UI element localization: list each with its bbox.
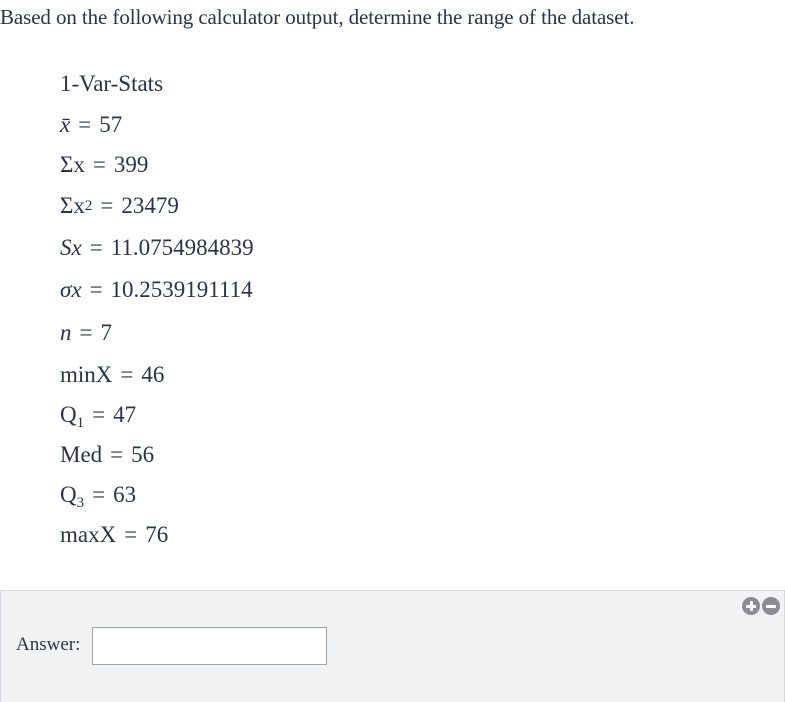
equals-sign: = [92,152,106,177]
stat-value: 46 [141,362,165,387]
minus-circle-icon[interactable] [762,597,780,615]
stat-n [60,319,112,347]
stat-value: 57 [99,112,123,137]
equals-sign: = [92,482,106,507]
stat-symbol: minX [60,362,113,387]
plus-circle-icon[interactable] [742,597,760,615]
zoom-controls [742,597,780,615]
equals-sign: = [89,277,103,302]
stat-symbol: maxX [60,522,117,547]
answer-panel [0,590,785,702]
stat-value: 56 [131,442,155,467]
stat-value: 7 [100,320,112,345]
stat-sum-x-squared [60,192,179,223]
stat-symbol: n [60,320,72,345]
stat-symbol: σx [60,277,82,302]
stat-q3 [60,481,136,512]
stat-value: 11.0754984839 [110,235,254,260]
stat-symbol: Σx [60,193,85,218]
stat-symbol: Σx [60,152,85,177]
stat-median [60,441,154,469]
stat-value: 23479 [121,193,179,218]
equals-sign: = [120,362,134,387]
equals-sign: = [78,112,92,137]
stat-sample-sd [60,234,254,262]
equals-sign: = [110,442,124,467]
equals-sign: = [124,522,138,547]
equals-sign: = [92,402,106,427]
stat-max [60,521,168,549]
answer-input[interactable] [92,627,327,665]
question-text: Based on the following calculator output, determine the range of the dataset. [0,5,635,29]
equals-sign: = [89,235,103,260]
stat-symbol: x̄ [60,112,71,137]
stat-value: 76 [145,522,169,547]
stat-symbol: Q [60,402,77,427]
stat-min [60,361,164,389]
stat-value: 10.2539191114 [110,277,253,302]
equals-sign: = [100,193,114,218]
stat-value: 47 [113,402,137,427]
stat-value: 63 [113,482,137,507]
stat-q1 [60,401,136,432]
stat-subscript: 1 [76,415,85,431]
stat-sum-x [60,151,148,179]
stat-value: 399 [113,152,149,177]
stat-symbol: Med [60,442,103,467]
stat-subscript: 3 [76,495,85,511]
stats-title: 1-Var-Stats [60,71,164,96]
stat-population-sd [60,276,253,304]
equals-sign: = [79,320,93,345]
stat-symbol: Q [60,482,77,507]
stat-mean [60,111,122,139]
stat-symbol: Sx [60,235,82,260]
answer-label: Answer: [16,634,81,655]
stat-exponent: 2 [84,198,93,214]
